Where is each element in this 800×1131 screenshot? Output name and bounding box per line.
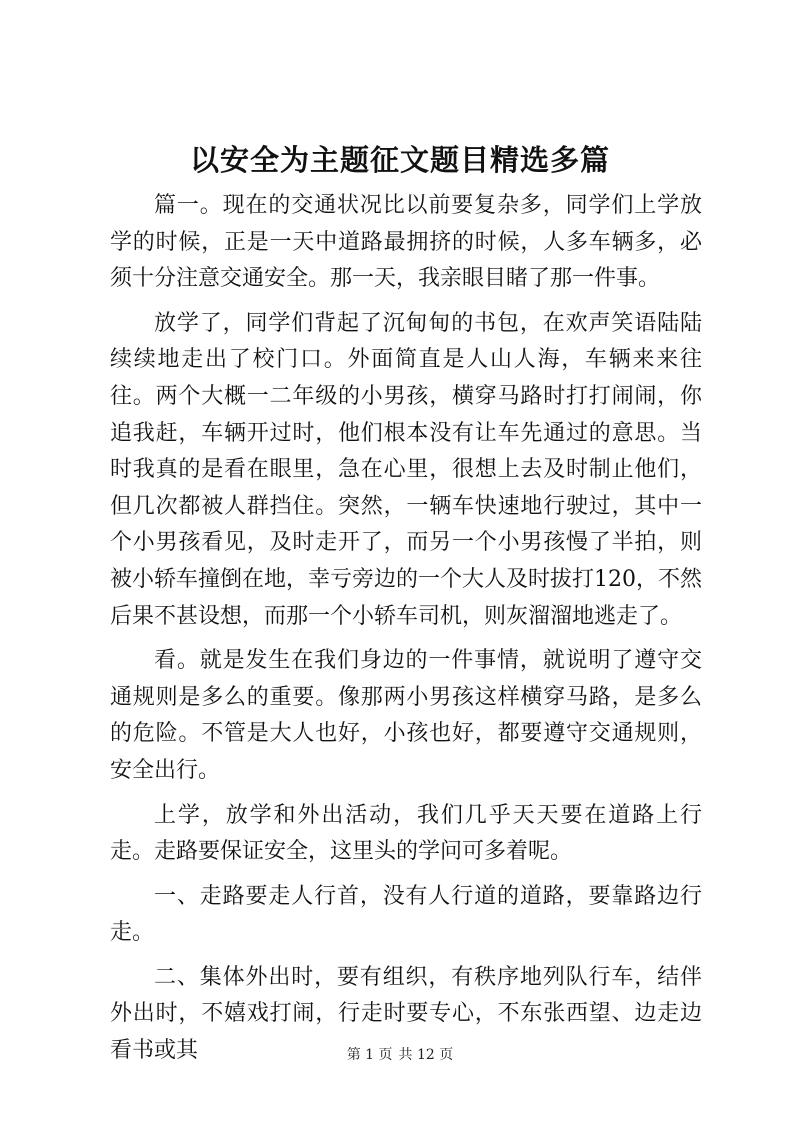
- page-number: 第 1 页: [346, 1047, 393, 1063]
- paragraph: 上学，放学和外出活动，我们几乎天天要在道路上行走。走路要保证安全，这里头的学问可多着呢。: [110, 802, 702, 865]
- paragraph: 篇一。现在的交通状况比以前要复杂多，同学们上学放学的时候，正是一天中道路最拥挤的时候，人多车辆多，必须十分注意交通安全。那一天，我亲眼目睹了那一件事。: [110, 193, 702, 292]
- paragraph: 看。就是发生在我们身边的一件事情，就说明了遵守交通规则是多么的重要。像那两小男孩这样横穿马路，是多么的危险。不管是大人也好，小孩也好，都要遵守交通规则，安全出行。: [110, 648, 702, 783]
- page-total: 共 12 页: [398, 1047, 454, 1063]
- paragraph: 放学了，同学们背起了沉甸甸的书包，在欢声笑语陆陆续续地走出了校门口。外面简直是人山人海，车辆来来往往。两个大概一二年级的小男孩，横穿马路时打打闹闹，你追我赶，车辆开过时，他们根本没有让车先通过的意思。当时我真的是看在眼里，急在心里，很想上去及时制止他们，但几次都被人群挡住。突然，一辆车快速地行驶过，其中一个小男孩看见，及时走开了，而另一个小男孩慢了半拍，则被小轿车撞倒在地，幸亏旁边的一个大人及时拔打120，不然后果不甚设想，而那一个小轿车司机，则灰溜溜地逃走了。: [110, 310, 702, 629]
- paragraph: 二、集体外出时，要有组织，有秩序地列队行车，结伴外出时，不嬉戏打闹，行走时要专心，不东张西望、边走边看书或其: [110, 964, 702, 1064]
- document-body: [110, 188, 702, 1070]
- paragraph: 一、走路要走人行首，没有人行道的道路，要靠路边行走。: [110, 883, 702, 946]
- document-title: 以安全为主题征文题目精选多篇: [189, 143, 610, 177]
- page-footer: [0, 1045, 800, 1065]
